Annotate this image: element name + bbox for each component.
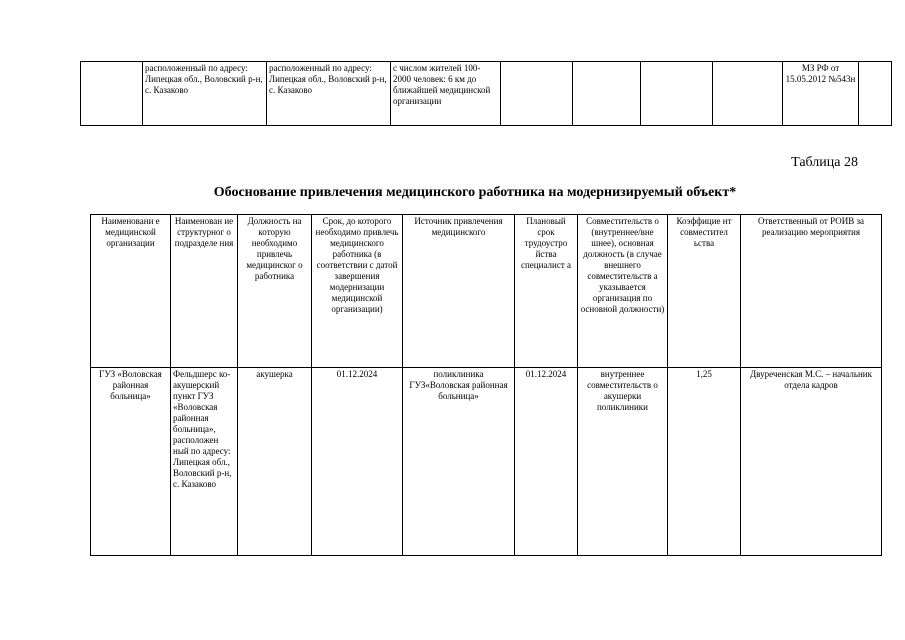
justification-table [90, 214, 882, 556]
table-header-row [91, 215, 882, 368]
column-header: Наименовани е медицинской организации [91, 215, 171, 368]
table-cell: поликлиника ГУЗ«Воловская районная больница» [403, 368, 515, 556]
table-cell: акушерка [238, 368, 312, 556]
column-header: Срок, до которого необходимо привлечь медицинского работника (в соответствии с датой завершения модернизации медицинской организации) [312, 215, 403, 368]
table-cell: 1,25 [668, 368, 741, 556]
table-cell [81, 62, 143, 126]
table-cell: расположенный по адресу: Липецкая обл., Воловский р-н, с. Казаково [143, 62, 267, 126]
table-cell: расположенный по адресу: Липецкая обл., Воловский р-н, с. Казаково [267, 62, 391, 126]
continued-table [80, 61, 892, 126]
table-cell: 01.12.2024 [312, 368, 403, 556]
table-number: Таблица 28 [791, 155, 858, 170]
column-header: Совместительств о (внутреннее/вне шнее), основная должность (в случае внешнего совместительств а указывается организация по основной должности) [578, 215, 668, 368]
table-cell: Двуреченская М.С. – начальник отдела кадров [741, 368, 882, 556]
table-cell: ГУЗ «Воловская районная больница» [91, 368, 171, 556]
table-cell [713, 62, 783, 126]
column-header: Ответственный от РОИВ за реализацию мероприятия [741, 215, 882, 368]
table-cell: МЗ РФ от 15.05.2012 №543н [783, 62, 859, 126]
column-header: Источник привлечения медицинского [403, 215, 515, 368]
table-cell [573, 62, 641, 126]
column-header: Плановый срок трудоустро йства специалист а [515, 215, 578, 368]
column-header: Наименован ие структурног о подразделе ния [171, 215, 238, 368]
table-cell: с числом жителей 100-2000 человек: 6 км до ближайшей медицинской организации [391, 62, 501, 126]
table-title: Обоснование привлечения медицинского работника на модернизируемый объект* [213, 185, 737, 200]
column-header: Коэффицие нт совместител ьства [668, 215, 741, 368]
column-header: Должность на которую необходимо привлечь медицинског о работника [238, 215, 312, 368]
table-cell: Фельдшерс ко-акушерский пункт ГУЗ «Воловская районная больница», расположен ный по адресу: Липецкая обл., Воловский р-н, с. Казаково [171, 368, 238, 556]
table-cell [501, 62, 573, 126]
table-row [81, 62, 892, 126]
table-cell: внутреннее совместительств о акушерки поликлиники [578, 368, 668, 556]
table-cell [859, 62, 892, 126]
table-cell [641, 62, 713, 126]
table-cell: 01.12.2024 [515, 368, 578, 556]
table-row [91, 368, 882, 556]
